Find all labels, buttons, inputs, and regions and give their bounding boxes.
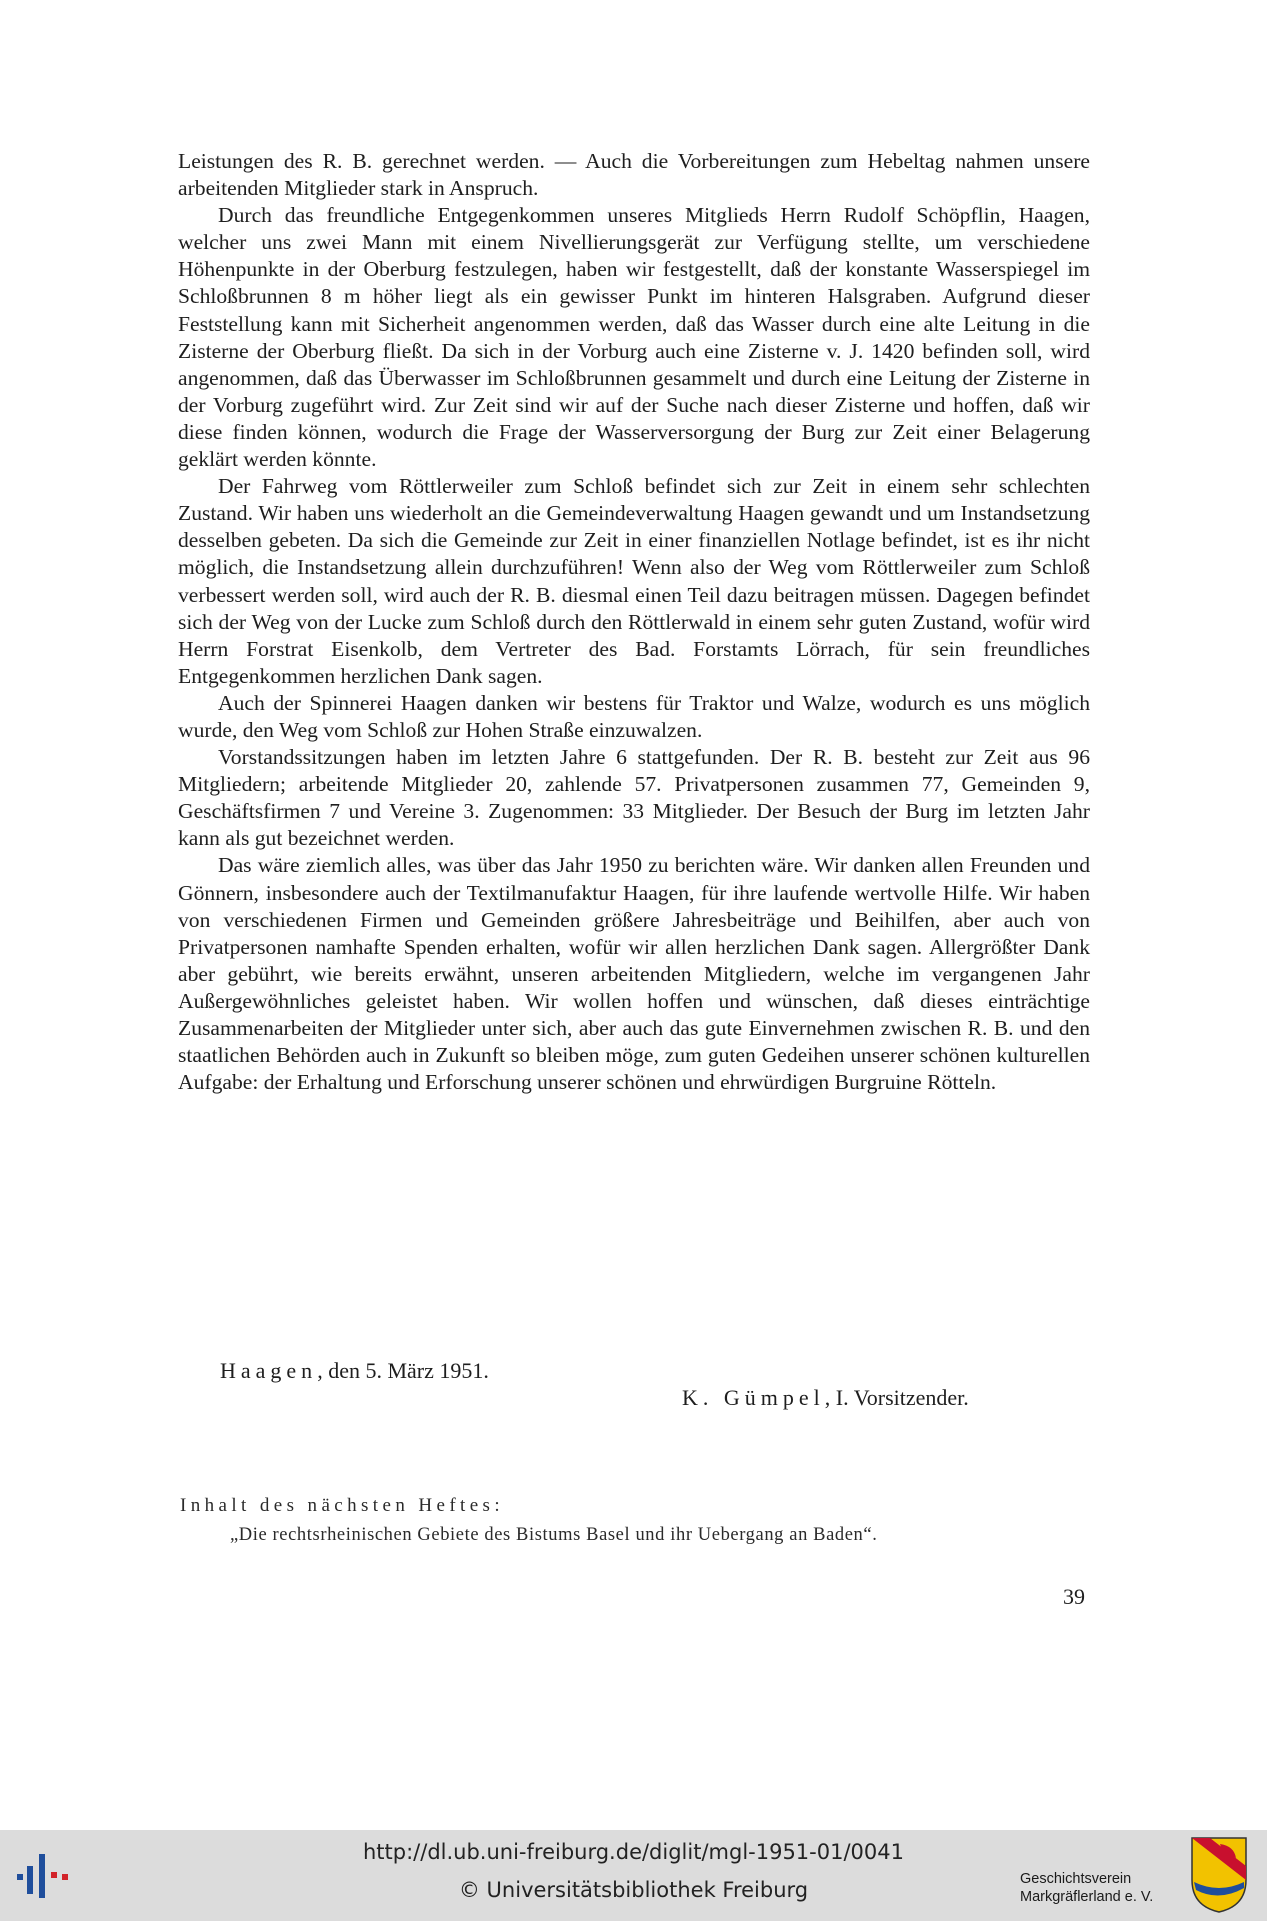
footer-bar xyxy=(0,1830,1267,1921)
society-line-1: Geschichtsverein xyxy=(1020,1871,1132,1887)
signature-name: K. Gümpel xyxy=(682,1385,825,1410)
paragraph: Der Fahrweg vom Röttlerweiler zum Schloß befindet sich zur Zeit in einem sehr schlechten Zustand. Wir haben uns wiederholt an die Gemeindeverwaltung Haagen gewandt und um Instandsetzung desselben gebeten. Da sich die Gemeinde zur Zeit in einer finanziellen Notlage befindet, ist es ihr nicht möglich, die Instandsetzung allein durchzuführen! Wenn also der Weg vom Röttlerweiler zum Schloß verbessert werden soll, wird auch der R. B. diesmal einen Teil dazu beitragen müssen. Dagegen befindet sich der Weg von der Lucke zum Schloß durch den Röttlerwald in einem sehr guten Zustand, wofür wird Herrn Forstrat Eisenkolb, dem Vertreter des Bad. Forstamts Lörrach, für sein freundliches Entgegenkommen herzlichen Dank sagen. xyxy=(178,474,1090,688)
next-issue-heading: Inhalt des nächsten Heftes: xyxy=(180,1495,505,1516)
society-name xyxy=(1020,1870,1180,1906)
paragraph: Leistungen des R. B. gerechnet werden. — Auch die Vorbereitungen zum Hebeltag nahmen unsere arbeitenden Mitglieder stark in Anspruch. xyxy=(178,149,1090,201)
page-number: 39 xyxy=(1063,1584,1085,1609)
paragraph: Das wäre ziemlich alles, was über das Jahr 1950 zu berichten wäre. Wir danken allen Freunden und Gönnern, insbesondere auch der Textilmanufaktur Haagen, für ihre laufende wertvolle Hilfe. Wir haben von verschiedenen Firmen und Gemeinden größere Jahresbeiträge und Beihilfen, aber auch von Privatpersonen namhafte Spenden erhalten, wofür wir allen herzlichen Dank sagen. Allergrößter Dank aber gebührt, wie bereits erwähnt, unseren arbeitenden Mitgliedern, welche im vergangenen Jahr Außergewöhnliches geleistet haben. Wir wollen hoffen und wünschen, daß dieses einträchtige Zusammenarbeiten der Mitglieder unter sich, aber auch das gute Einvernehmen zwischen R. B. und den staatlichen Behörden auch in Zukunft so bleiben möge, zum guten Gedeihen unserer schönen kulturellen Aufgabe: der Erhaltung und Erforschung unserer schönen und ehrwürdigen Burgruine Rötteln. xyxy=(178,853,1090,1095)
next-issue-title: „Die rechtsrheinischen Gebiete des Bistums Basel und ihr Uebergang an Baden“. xyxy=(230,1525,878,1545)
footer-copyright: © Universitätsbibliothek Freiburg xyxy=(458,1878,809,1902)
footer-url-link[interactable]: http://dl.ub.uni-freiburg.de/diglit/mgl-1951-01/0041 xyxy=(362,1840,904,1864)
signature-date: , den 5. März 1951. xyxy=(317,1358,489,1383)
signature-place: Haagen xyxy=(220,1358,318,1383)
signature-place-date xyxy=(220,1358,489,1384)
paragraph: Durch das freundliche Entgegenkommen unseres Mitglieds Herrn Rudolf Schöpflin, Haagen, welcher uns zwei Mann mit einem Nivellierungsgerät zur Verfügung stellte, um verschiedene Höhenpunkte in der Oberburg festzulegen, haben wir festgestellt, daß der konstante Wasserspiegel im Schloßbrunnen 8 m höher liegt als ein gewisser Punkt im hinteren Halsgraben. Aufgrund dieser Feststellung kann mit Sicherheit angenommen werden, daß das Wasser durch eine alte Leitung in die Zisterne der Oberburg fließt. Da sich in der Vorburg auch eine Zisterne v. J. 1420 befinden soll, wird angenommen, daß das Überwasser im Schloßbrunnen gesammelt und durch eine Leitung der Zisterne in der Vorburg zugeführt wird. Zur Zeit sind wir auf der Suche nach dieser Zisterne und hoffen, daß wir diese finden können, wodurch die Frage der Wasserversorgung der Burg zur Zeit einer Belagerung geklärt werden könnte. xyxy=(178,203,1090,472)
signature-role: , I. Vorsitzender. xyxy=(824,1385,969,1410)
society-line-2: Markgräflerland e. V. xyxy=(1020,1889,1154,1905)
body-text xyxy=(178,148,1090,1096)
signature-name-line xyxy=(682,1385,969,1411)
coat-of-arms-icon xyxy=(1190,1836,1248,1914)
paragraph: Vorstandssitzungen haben im letzten Jahre 6 stattgefunden. Der R. B. besteht zur Zeit aus 96 Mitgliedern; arbeitende Mitglieder 20, zahlende 57. Privatpersonen zusammen 77, Gemeinden 9, Geschäftsfirmen 7 und Vereine 3. Zugenommen: 33 Mitglieder. Der Besuch der Burg im letzten Jahr kann als gut bezeichnet werden. xyxy=(178,745,1090,851)
paragraph: Auch der Spinnerei Haagen danken wir bestens für Traktor und Walze, wodurch es uns möglich wurde, den Weg vom Schloß zur Hohen Straße einzuwalzen. xyxy=(178,690,1090,742)
